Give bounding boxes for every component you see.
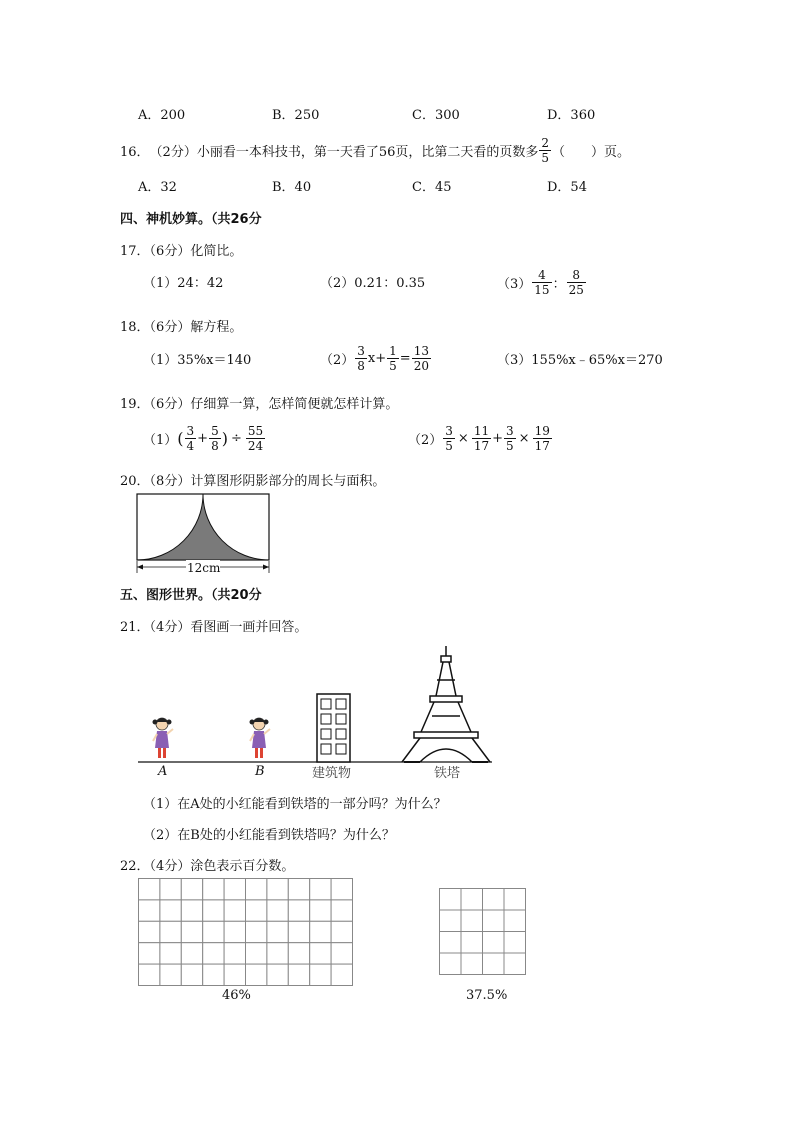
grid-cell[interactable] <box>310 943 331 964</box>
q21-scene <box>136 644 496 778</box>
q19-frac-d-den: 5 <box>445 439 453 453</box>
q19-part2-label: （2） <box>408 433 443 448</box>
grid-cell[interactable] <box>267 943 288 964</box>
q18-header: 18．（6分）解方程。 <box>120 320 243 335</box>
building-icon <box>317 694 350 762</box>
q19-frac-a <box>185 424 197 453</box>
q16-text: 小丽看一本科技书，第一天看了56页，比第二天看的页数多 <box>196 145 539 160</box>
q21-subquestion-2: （2）在B处的小红能看到铁塔吗？为什么？ <box>143 828 395 843</box>
tower-icon <box>402 646 490 762</box>
q20-header: 20．（8分）计算图形阴影部分的周长与面积。 <box>120 474 386 489</box>
q19-frac-a-den: 4 <box>186 439 195 453</box>
q17-ratio-sign: ： <box>552 277 566 292</box>
grid-cell[interactable] <box>461 889 483 911</box>
q17-frac-b-num: 8 <box>567 268 586 283</box>
q17-part3-label: （3） <box>497 277 532 292</box>
q19-frac-c-num: 55 <box>247 424 264 438</box>
q16-blank-text: （ ）页。 <box>552 145 631 160</box>
q18-frac-b-num: 1 <box>389 344 397 358</box>
grid-cell[interactable] <box>160 900 181 921</box>
q15-option-b: B．250 <box>272 108 320 123</box>
grid-cell[interactable] <box>203 964 224 985</box>
q22-grid-1 <box>138 878 354 986</box>
q19-frac-e <box>472 424 491 453</box>
grid-cell[interactable] <box>331 943 352 964</box>
q19-frac-f-num: 3 <box>506 424 514 438</box>
grid-cell[interactable] <box>246 900 267 921</box>
q19-divide: ÷ <box>230 431 242 446</box>
q19-plus-2: + <box>492 431 504 446</box>
grid-cell[interactable] <box>483 910 505 932</box>
grid-cell[interactable] <box>181 900 202 921</box>
grid-cell[interactable] <box>504 932 526 954</box>
q15-option-c: C．300 <box>412 108 460 123</box>
grid-cell[interactable] <box>160 879 181 900</box>
grid-cell[interactable] <box>310 964 331 985</box>
q18-frac-a <box>355 344 367 373</box>
grid-cell[interactable] <box>461 953 483 975</box>
grid-cell[interactable] <box>288 964 309 985</box>
q19-frac-g <box>533 424 552 453</box>
q19-open-paren: ( <box>177 429 184 448</box>
q19-frac-g-den: 17 <box>534 439 550 453</box>
q16-question <box>120 136 630 165</box>
q19-frac-a-num: 3 <box>186 424 195 438</box>
girl-a-icon <box>153 718 174 758</box>
grid-cell[interactable] <box>504 953 526 975</box>
grid-cell[interactable] <box>224 921 245 942</box>
q18-frac-a-den: 8 <box>357 359 365 373</box>
grid-cell[interactable] <box>461 910 483 932</box>
q18-part1: （1）35%x＝140 <box>143 353 252 368</box>
q19-frac-d-num: 3 <box>445 424 453 438</box>
q21-header: 21．（4分）看图画一画并回答。 <box>120 620 308 635</box>
q16-score: （2分） <box>149 145 197 160</box>
grid-cell[interactable] <box>331 900 352 921</box>
q17-header: 17．（6分）化简比。 <box>120 244 243 259</box>
q22-header: 22．（4分）涂色表示百分数。 <box>120 859 295 874</box>
grid-cell[interactable] <box>160 943 181 964</box>
grid-cell[interactable] <box>504 910 526 932</box>
section-5-title: 五、图形世界。（共20分 <box>120 588 262 603</box>
grid-cell[interactable] <box>288 943 309 964</box>
q18-frac-a-num: 3 <box>357 344 365 358</box>
grid-cell[interactable] <box>246 943 267 964</box>
q18-frac-b-den: 5 <box>389 359 397 373</box>
section-4-title: 四、神机妙算。（共26分 <box>120 212 262 227</box>
grid-cell[interactable] <box>160 964 181 985</box>
q15-option-a: A．200 <box>138 108 186 123</box>
grid-cell[interactable] <box>483 953 505 975</box>
grid-cell[interactable] <box>267 964 288 985</box>
grid-cell[interactable] <box>504 889 526 911</box>
grid-cell[interactable] <box>224 964 245 985</box>
q18-frac-c <box>412 344 431 373</box>
q19-times-1: × <box>457 431 469 446</box>
q16-option-c: C．45 <box>412 180 452 195</box>
q19-frac-d <box>443 424 455 453</box>
grid-cell[interactable] <box>139 943 160 964</box>
grid-cell[interactable] <box>246 921 267 942</box>
q19-frac-c-den: 24 <box>247 439 264 453</box>
grid-cell[interactable] <box>224 943 245 964</box>
q18-frac-c-den: 20 <box>413 359 429 373</box>
q19-frac-f-den: 5 <box>506 439 514 453</box>
q22-grid-2 <box>439 888 527 976</box>
q19-close-paren: ) <box>221 429 228 448</box>
q17-part1: （1）24：42 <box>143 276 224 291</box>
q17-frac-a-den: 15 <box>534 283 550 297</box>
grid-cell[interactable] <box>203 943 224 964</box>
grid-cell[interactable] <box>310 900 331 921</box>
q19-part1 <box>143 424 266 453</box>
q19-part1-label: （1） <box>143 433 178 448</box>
grid-cell[interactable] <box>203 879 224 900</box>
q17-frac-b <box>567 268 586 297</box>
q19-part2 <box>408 424 553 453</box>
grid-cell[interactable] <box>310 921 331 942</box>
q17-part3 <box>497 268 587 297</box>
q16-number: 16． <box>120 145 150 160</box>
q18-frac-c-num: 13 <box>413 344 429 358</box>
q16-option-d: D．54 <box>547 180 587 195</box>
q19-frac-e-num: 11 <box>473 424 490 438</box>
q19-frac-f <box>504 424 516 453</box>
grid-cell[interactable] <box>181 964 202 985</box>
grid-cell[interactable] <box>139 900 160 921</box>
q19-frac-e-den: 17 <box>473 439 490 453</box>
grid-cell[interactable] <box>440 953 462 975</box>
grid-cell[interactable] <box>139 964 160 985</box>
grid-cell[interactable] <box>181 879 202 900</box>
q16-frac-denominator: 5 <box>541 151 550 165</box>
q21-label-b: B <box>255 764 265 779</box>
q18-part2 <box>320 344 432 373</box>
grid-cell[interactable] <box>267 900 288 921</box>
grid-cell[interactable] <box>181 943 202 964</box>
grid-cell[interactable] <box>331 879 352 900</box>
grid-cell[interactable] <box>160 921 181 942</box>
q21-label-building: 建筑物 <box>312 766 352 781</box>
q17-frac-a-num: 4 <box>532 268 551 283</box>
q20-dimension-label: 12cm <box>187 561 221 575</box>
grid-cell[interactable] <box>139 921 160 942</box>
q19-frac-b <box>209 424 221 453</box>
grid-cell[interactable] <box>203 921 224 942</box>
q19-frac-c <box>246 424 265 453</box>
q18-part3: （3）155%x﹣65%x＝270 <box>497 353 663 368</box>
grid-cell[interactable] <box>310 879 331 900</box>
grid-cell[interactable] <box>288 900 309 921</box>
q22-grid-1-label: 46% <box>222 988 251 1003</box>
q16-option-b: B．40 <box>272 180 312 195</box>
grid-cell[interactable] <box>267 879 288 900</box>
grid-cell[interactable] <box>461 932 483 954</box>
q18-frac-b <box>387 344 399 373</box>
grid-cell[interactable] <box>331 921 352 942</box>
q17-part2: （2）0.21：0.35 <box>320 276 426 291</box>
grid-cell[interactable] <box>246 964 267 985</box>
q19-frac-g-num: 19 <box>534 424 550 438</box>
q19-header: 19．（6分）仔细算一算，怎样简便就怎样计算。 <box>120 397 399 412</box>
grid-cell[interactable] <box>288 879 309 900</box>
q19-plus: + <box>197 431 209 446</box>
q19-times-2: × <box>518 431 530 446</box>
q21-label-a: A <box>158 764 168 779</box>
grid-cell[interactable] <box>224 879 245 900</box>
q17-frac-b-den: 25 <box>568 283 584 297</box>
grid-cell[interactable] <box>224 900 245 921</box>
q17-frac-a <box>532 268 551 297</box>
grid-cell[interactable] <box>181 921 202 942</box>
grid-cell[interactable] <box>288 921 309 942</box>
grid-cell[interactable] <box>331 964 352 985</box>
q19-frac-b-num: 5 <box>211 424 219 438</box>
grid-cell[interactable] <box>440 932 462 954</box>
grid-cell[interactable] <box>203 900 224 921</box>
q18-part2-label: （2） <box>320 353 355 368</box>
q18-equals: = <box>399 351 411 366</box>
q16-frac-numerator: 2 <box>541 136 550 150</box>
q21-subquestion-1: （1）在A处的小红能看到铁塔的一部分吗？为什么？ <box>143 797 447 812</box>
q19-frac-b-den: 8 <box>211 439 219 453</box>
grid-cell[interactable] <box>440 910 462 932</box>
q22-grid-2-label: 37.5% <box>466 988 508 1003</box>
q16-option-a: A．32 <box>138 180 177 195</box>
q16-fraction <box>539 136 551 165</box>
grid-cell[interactable] <box>267 921 288 942</box>
grid-cell[interactable] <box>440 889 462 911</box>
grid-cell[interactable] <box>139 879 160 900</box>
girl-b-icon <box>250 718 271 758</box>
q15-option-d: D．360 <box>547 108 596 123</box>
grid-cell[interactable] <box>246 879 267 900</box>
grid-cell[interactable] <box>483 932 505 954</box>
grid-cell[interactable] <box>483 889 505 911</box>
q21-label-tower: 铁塔 <box>434 766 461 781</box>
q18-x-plus: x+ <box>367 351 387 366</box>
